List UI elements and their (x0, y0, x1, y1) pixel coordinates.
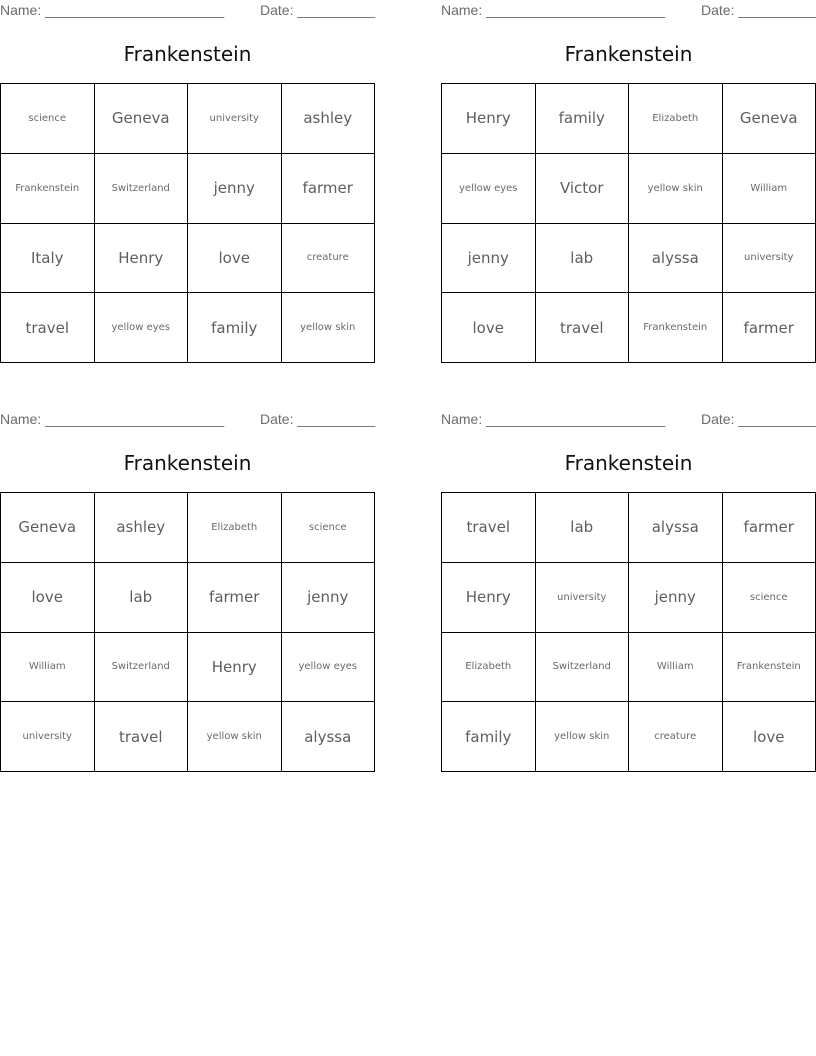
name-date-row (0, 0, 375, 20)
bingo-cell: yellow eyes (95, 293, 189, 363)
card-title: Frankenstein (564, 42, 693, 66)
bingo-cell: family (536, 84, 630, 154)
bingo-cell: lab (95, 563, 189, 633)
bingo-cell: science (1, 84, 95, 154)
bingo-grid (441, 83, 816, 363)
name-field-label: Name: _______________________ (441, 411, 666, 427)
bingo-cell: university (536, 563, 630, 633)
bingo-cell: lab (536, 493, 630, 563)
bingo-cell: Elizabeth (442, 633, 536, 703)
bingo-grid (0, 492, 375, 772)
bingo-cell: yellow skin (188, 702, 282, 772)
bingo-cell: Victor (536, 154, 630, 224)
bingo-cell: love (188, 224, 282, 294)
bingo-cell: lab (536, 224, 630, 294)
card-title: Frankenstein (123, 451, 252, 475)
bingo-cell: yellow eyes (442, 154, 536, 224)
name-date-row (0, 409, 375, 429)
bingo-cell: creature (282, 224, 376, 294)
date-field-label: Date: __________ (701, 411, 816, 427)
bingo-cell: university (188, 84, 282, 154)
bingo-cell: Henry (95, 224, 189, 294)
bingo-cell: love (1, 563, 95, 633)
bingo-cell: travel (1, 293, 95, 363)
bingo-cell: jenny (188, 154, 282, 224)
bingo-cell: alyssa (282, 702, 376, 772)
bingo-cell: yellow skin (282, 293, 376, 363)
bingo-cell: Frankenstein (723, 633, 816, 703)
bingo-cell: farmer (188, 563, 282, 633)
bingo-cell: farmer (282, 154, 376, 224)
name-date-row (441, 0, 816, 20)
bingo-cell: jenny (629, 563, 723, 633)
bingo-cell: Henry (442, 563, 536, 633)
bingo-cell: Frankenstein (1, 154, 95, 224)
bingo-cell: William (1, 633, 95, 703)
bingo-cell: family (442, 702, 536, 772)
bingo-cell: jenny (442, 224, 536, 294)
card-title: Frankenstein (564, 451, 693, 475)
bingo-cell: Geneva (95, 84, 189, 154)
bingo-cell: William (629, 633, 723, 703)
bingo-cell: Elizabeth (188, 493, 282, 563)
bingo-cell: science (723, 563, 816, 633)
bingo-cell: Geneva (723, 84, 816, 154)
bingo-cell: Italy (1, 224, 95, 294)
bingo-cell: university (723, 224, 816, 294)
bingo-cell: yellow skin (536, 702, 630, 772)
bingo-cell: jenny (282, 563, 376, 633)
bingo-cell: yellow eyes (282, 633, 376, 703)
date-field-label: Date: __________ (260, 2, 376, 18)
bingo-cell: Switzerland (536, 633, 630, 703)
bingo-grid (0, 83, 375, 363)
bingo-cell: travel (536, 293, 630, 363)
card-title: Frankenstein (123, 42, 252, 66)
bingo-cell: Frankenstein (629, 293, 723, 363)
name-field-label: Name: _______________________ (0, 2, 225, 18)
bingo-cell: love (723, 702, 816, 772)
bingo-cell: Elizabeth (629, 84, 723, 154)
bingo-cell: farmer (723, 293, 816, 363)
bingo-cell: travel (442, 493, 536, 563)
bingo-cell: ashley (282, 84, 376, 154)
date-field-label: Date: __________ (701, 2, 816, 18)
bingo-cell: Geneva (1, 493, 95, 563)
name-field-label: Name: _______________________ (441, 2, 666, 18)
bingo-cell: creature (629, 702, 723, 772)
bingo-cell: travel (95, 702, 189, 772)
bingo-cell: ashley (95, 493, 189, 563)
bingo-cell: Henry (188, 633, 282, 703)
bingo-cell: alyssa (629, 493, 723, 563)
bingo-cell: family (188, 293, 282, 363)
bingo-grid (441, 492, 816, 772)
bingo-cell: Switzerland (95, 633, 189, 703)
name-field-label: Name: _______________________ (0, 411, 225, 427)
bingo-cell: yellow skin (629, 154, 723, 224)
bingo-cell: William (723, 154, 816, 224)
bingo-cell: love (442, 293, 536, 363)
bingo-cell: Switzerland (95, 154, 189, 224)
bingo-cell: farmer (723, 493, 816, 563)
bingo-cell: Henry (442, 84, 536, 154)
bingo-cell: alyssa (629, 224, 723, 294)
name-date-row (441, 409, 816, 429)
date-field-label: Date: __________ (260, 411, 376, 427)
bingo-cell: university (1, 702, 95, 772)
bingo-cell: science (282, 493, 376, 563)
